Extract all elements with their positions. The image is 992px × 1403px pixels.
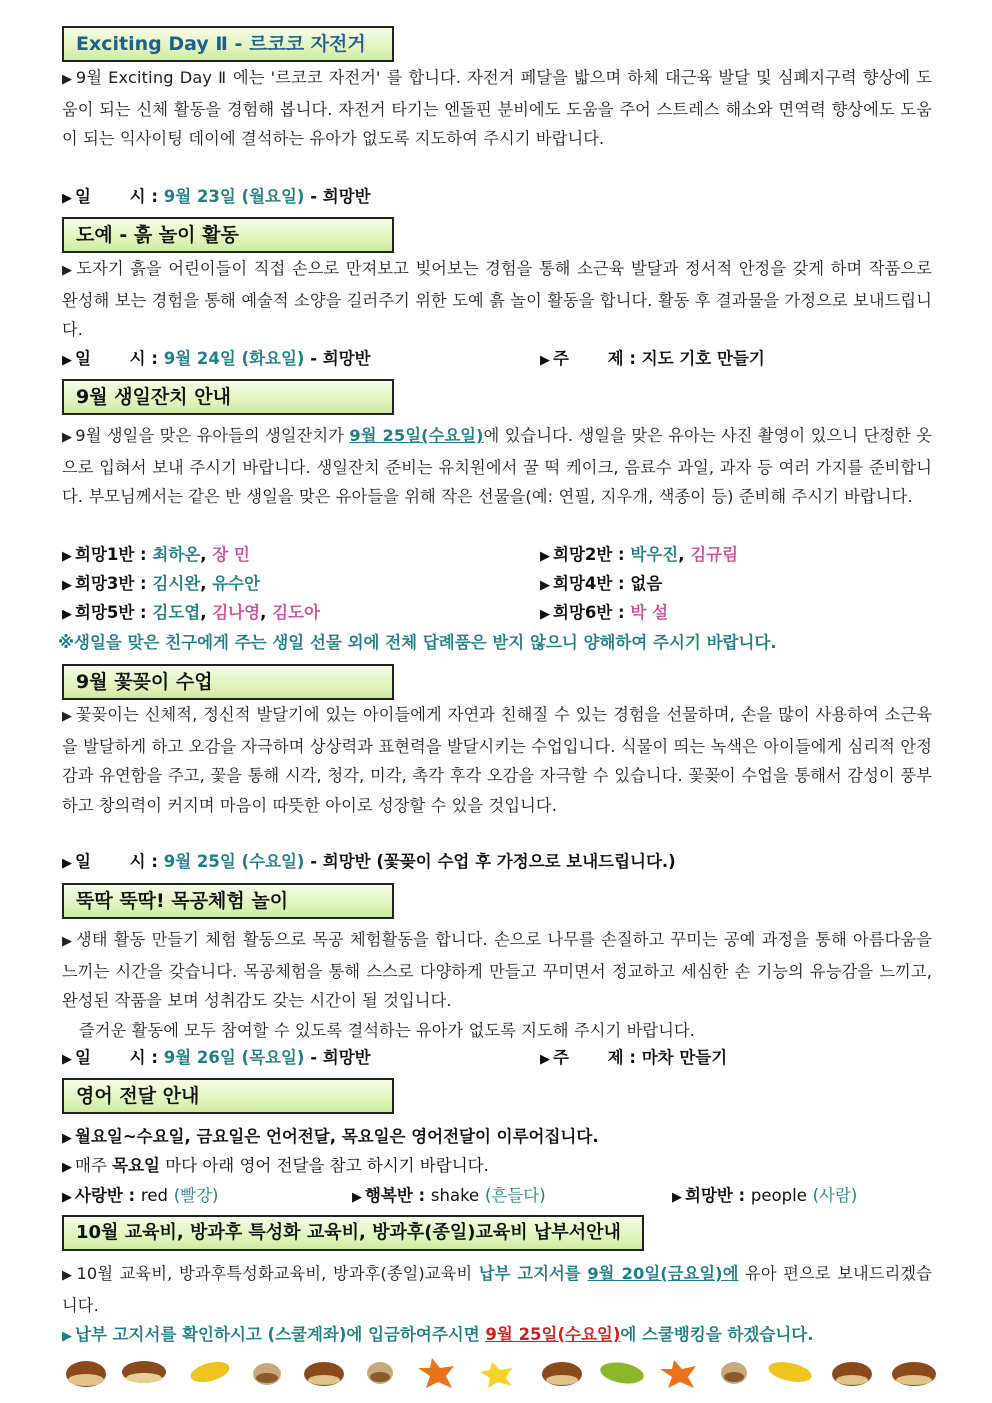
section-title-woodwork: 뚝딱 뚝딱! 목공체험 놀이 [62, 883, 394, 919]
triangle-bullet-icon: ▶ [62, 607, 72, 622]
flower-body: ▶ 꽃꽂이는 신체적, 정신적 발달기에 있는 아이들에게 자연과 친해질 수 있는 경험을 선물하며, 손을 많이 사용하여 소근육을 발달하게 하고 오감을 자극하며 상상력과 표현력을 발달시키는 수업입니다. 식물이 띄는 녹색은 아이들에게 심리적 안정감과 유연함을 주고, 꽃을 통해 시각, 청각, 미각, 촉각 후각 오감을 자극할 수 있습니다. 꽃꽂이 수업을 통해서 감성이 풍부하고 창의력이 커지며 마음이 따뜻한 아이로 성장할 수 있을 것입니다. [62, 705, 932, 815]
section-title-tuition: 10월 교육비, 방과후 특성화 교육비, 방과후(종일)교육비 납부서안내 [62, 1215, 644, 1251]
triangle-bullet-icon: ▶ [62, 1190, 72, 1205]
pottery-body: ▶ 도자기 흙을 어린이들이 직접 손으로 만져보고 빚어보는 경험을 통해 소근육 발달과 정서적 안정을 갖게 하며 작품으로 완성해 보는 경험을 통해 예술적 소양을 길러주기 위한 도예 흙 놀이 활동을 합니다. 활동 후 결과물을 가정으로 보내드립니다. [62, 259, 932, 339]
triangle-bullet-icon: ▶ [352, 1190, 362, 1205]
triangle-bullet-icon: ▶ [62, 709, 73, 724]
triangle-bullet-icon: ▶ [62, 1268, 74, 1283]
triangle-bullet-icon: ▶ [62, 549, 72, 564]
birthday-class-5: ▶ 희망5반 : 김도엽, 김나영, 김도아 [62, 603, 320, 622]
section-title-pottery: 도예 - 흙 놀이 활동 [62, 217, 394, 253]
birthday-class-2: ▶ 희망2반 : 박우진, 김규림 [540, 545, 739, 564]
tuition-bank-line: ▶ 납부 고지서를 확인하시고 (스쿨계좌)에 입금하여주시면 9월 25일(수요일)에 스쿨뱅킹을 하겠습니다. [62, 1325, 814, 1344]
triangle-bullet-icon: ▶ [62, 72, 73, 87]
section-title-birthday: 9월 생일잔치 안내 [62, 379, 394, 415]
birthday-body: ▶ 9월 생일을 맞은 유아들의 생일잔치가 9월 25일(수요일)에 있습니다. 생일을 맞은 유아는 사진 촬영이 있으니 단정한 옷으로 입혀서 보내 주시기 바랍니다. 생일잔치 준비는 유치원에서 꿀 떡 케이크, 음료수 과일, 과자 등 여러 가지를 준비합니다. 부모님께서는 같은 반 생일을 맞은 유아들을 위해 작은 선물을(예: 연필, 지우개, 색종이 등) 준비해 주시기 바랍니다. [62, 426, 933, 506]
english-word-happy: ▶ 행복반 : shake (흔들다) [352, 1186, 546, 1205]
flower-date-line: ▶ 일 시 : 9월 25일 (수요일) - 희망반 (꽃꽂이 수업 후 가정으로 보내드립니다.) [62, 852, 676, 871]
triangle-bullet-icon: ▶ [62, 353, 72, 368]
triangle-bullet-icon: ▶ [62, 430, 73, 445]
triangle-bullet-icon: ▶ [540, 549, 550, 564]
birthday-class-6: ▶ 희망6반 : 박 설 [540, 603, 669, 622]
woodwork-body: ▶ 생태 활동 만들기 체험 활동으로 목공 체험활동을 합니다. 손으로 나무를 손질하고 꾸미는 공예 과정을 통해 아름다움을 느끼는 시간을 갖습니다. 목공체험을 통해 스스로 다양하게 만들고 꾸미면서 정교하고 세심한 손 기능의 유능감을 느끼고, 완성된 작품을 보며 성취감도 갖는 시간이 될 것입니다. 즐거운 활동에 모두 참여할 수 있도록 결석하는 유아가 없도록 지도해 주시기 바랍니다. [62, 930, 932, 1040]
birthday-class-4: ▶ 희망4반 : 없음 [540, 574, 663, 593]
triangle-bullet-icon: ▶ [540, 353, 550, 368]
triangle-bullet-icon: ▶ [62, 578, 72, 593]
section-title-english: 영어 전달 안내 [62, 1078, 394, 1114]
triangle-bullet-icon: ▶ [62, 1329, 72, 1344]
woodwork-theme-line: ▶ 주 제 : 마차 만들기 [540, 1048, 728, 1067]
section-title-exciting-day: Exciting Day Ⅱ - 르코코 자전거 [62, 26, 394, 62]
english-note-line: ▶ 매주 목요일 마다 아래 영어 전달을 참고 하시기 바랍니다. [62, 1156, 489, 1175]
triangle-bullet-icon: ▶ [540, 578, 550, 593]
pottery-date-line: ▶ 일 시 : 9월 24일 (화요일) - 희망반 [62, 349, 371, 368]
woodwork-date-line: ▶ 일 시 : 9월 26일 (목요일) - 희망반 [62, 1048, 371, 1067]
autumn-leaves-border-icon [62, 1352, 942, 1392]
triangle-bullet-icon: ▶ [62, 263, 74, 278]
birthday-date: 9월 25일(수요일) [349, 426, 484, 445]
triangle-bullet-icon: ▶ [62, 1131, 72, 1146]
pottery-theme-line: ▶ 주 제 : 지도 기호 만들기 [540, 349, 765, 368]
exciting-day-date: 9월 23일 (월요일) [163, 187, 305, 206]
birthday-gift-note: ※생일을 맞은 친구에게 주는 생일 선물 외에 전체 답례품은 받지 않으니 양해하여 주시기 바랍니다. [58, 633, 777, 652]
english-word-love: ▶ 사랑반 : red (빨강) [62, 1186, 219, 1205]
triangle-bullet-icon: ▶ [62, 191, 72, 206]
birthday-class-1: ▶ 희망1반 : 최하온, 장 민 [62, 545, 250, 564]
triangle-bullet-icon: ▶ [672, 1190, 682, 1205]
birthday-class-3: ▶ 희망3반 : 김시완, 유수안 [62, 574, 261, 593]
triangle-bullet-icon: ▶ [540, 607, 550, 622]
english-schedule-line: ▶ 월요일~수요일, 금요일은 언어전달, 목요일은 영어전달이 이루어집니다. [62, 1127, 599, 1146]
tuition-body: ▶ 10월 교육비, 방과후특성화교육비, 방과후(종일)교육비 납부 고지서를 9월 20일(금요일)에 유아 편으로 보내드리겠습니다. [62, 1264, 932, 1315]
triangle-bullet-icon: ▶ [62, 1052, 72, 1067]
english-word-hope: ▶ 희망반 : people (사람) [672, 1186, 858, 1205]
exciting-day-date-line: ▶ 일 시 : 9월 23일 (월요일) - 희망반 [62, 187, 371, 206]
triangle-bullet-icon: ▶ [540, 1052, 550, 1067]
triangle-bullet-icon: ▶ [62, 934, 74, 949]
section-title-flower: 9월 꽃꽂이 수업 [62, 664, 394, 700]
exciting-day-body: ▶ 9월 Exciting Day Ⅱ 에는 '르코코 자전거' 를 합니다. 자전거 페달을 밟으며 하체 대근육 발달 및 심폐지구력 향상에 도움이 되는 신체 활동을 경험해 봅니다. 자전거 타기는 엔돌핀 분비에도 도움을 주어 스트레스 해소와 면역력 향상에도 도움이 되는 익사이팅 데이에 결석하는 유아가 없도록 지도하여 주시기 바랍니다. [62, 68, 932, 148]
triangle-bullet-icon: ▶ [62, 1160, 72, 1175]
triangle-bullet-icon: ▶ [62, 856, 72, 871]
